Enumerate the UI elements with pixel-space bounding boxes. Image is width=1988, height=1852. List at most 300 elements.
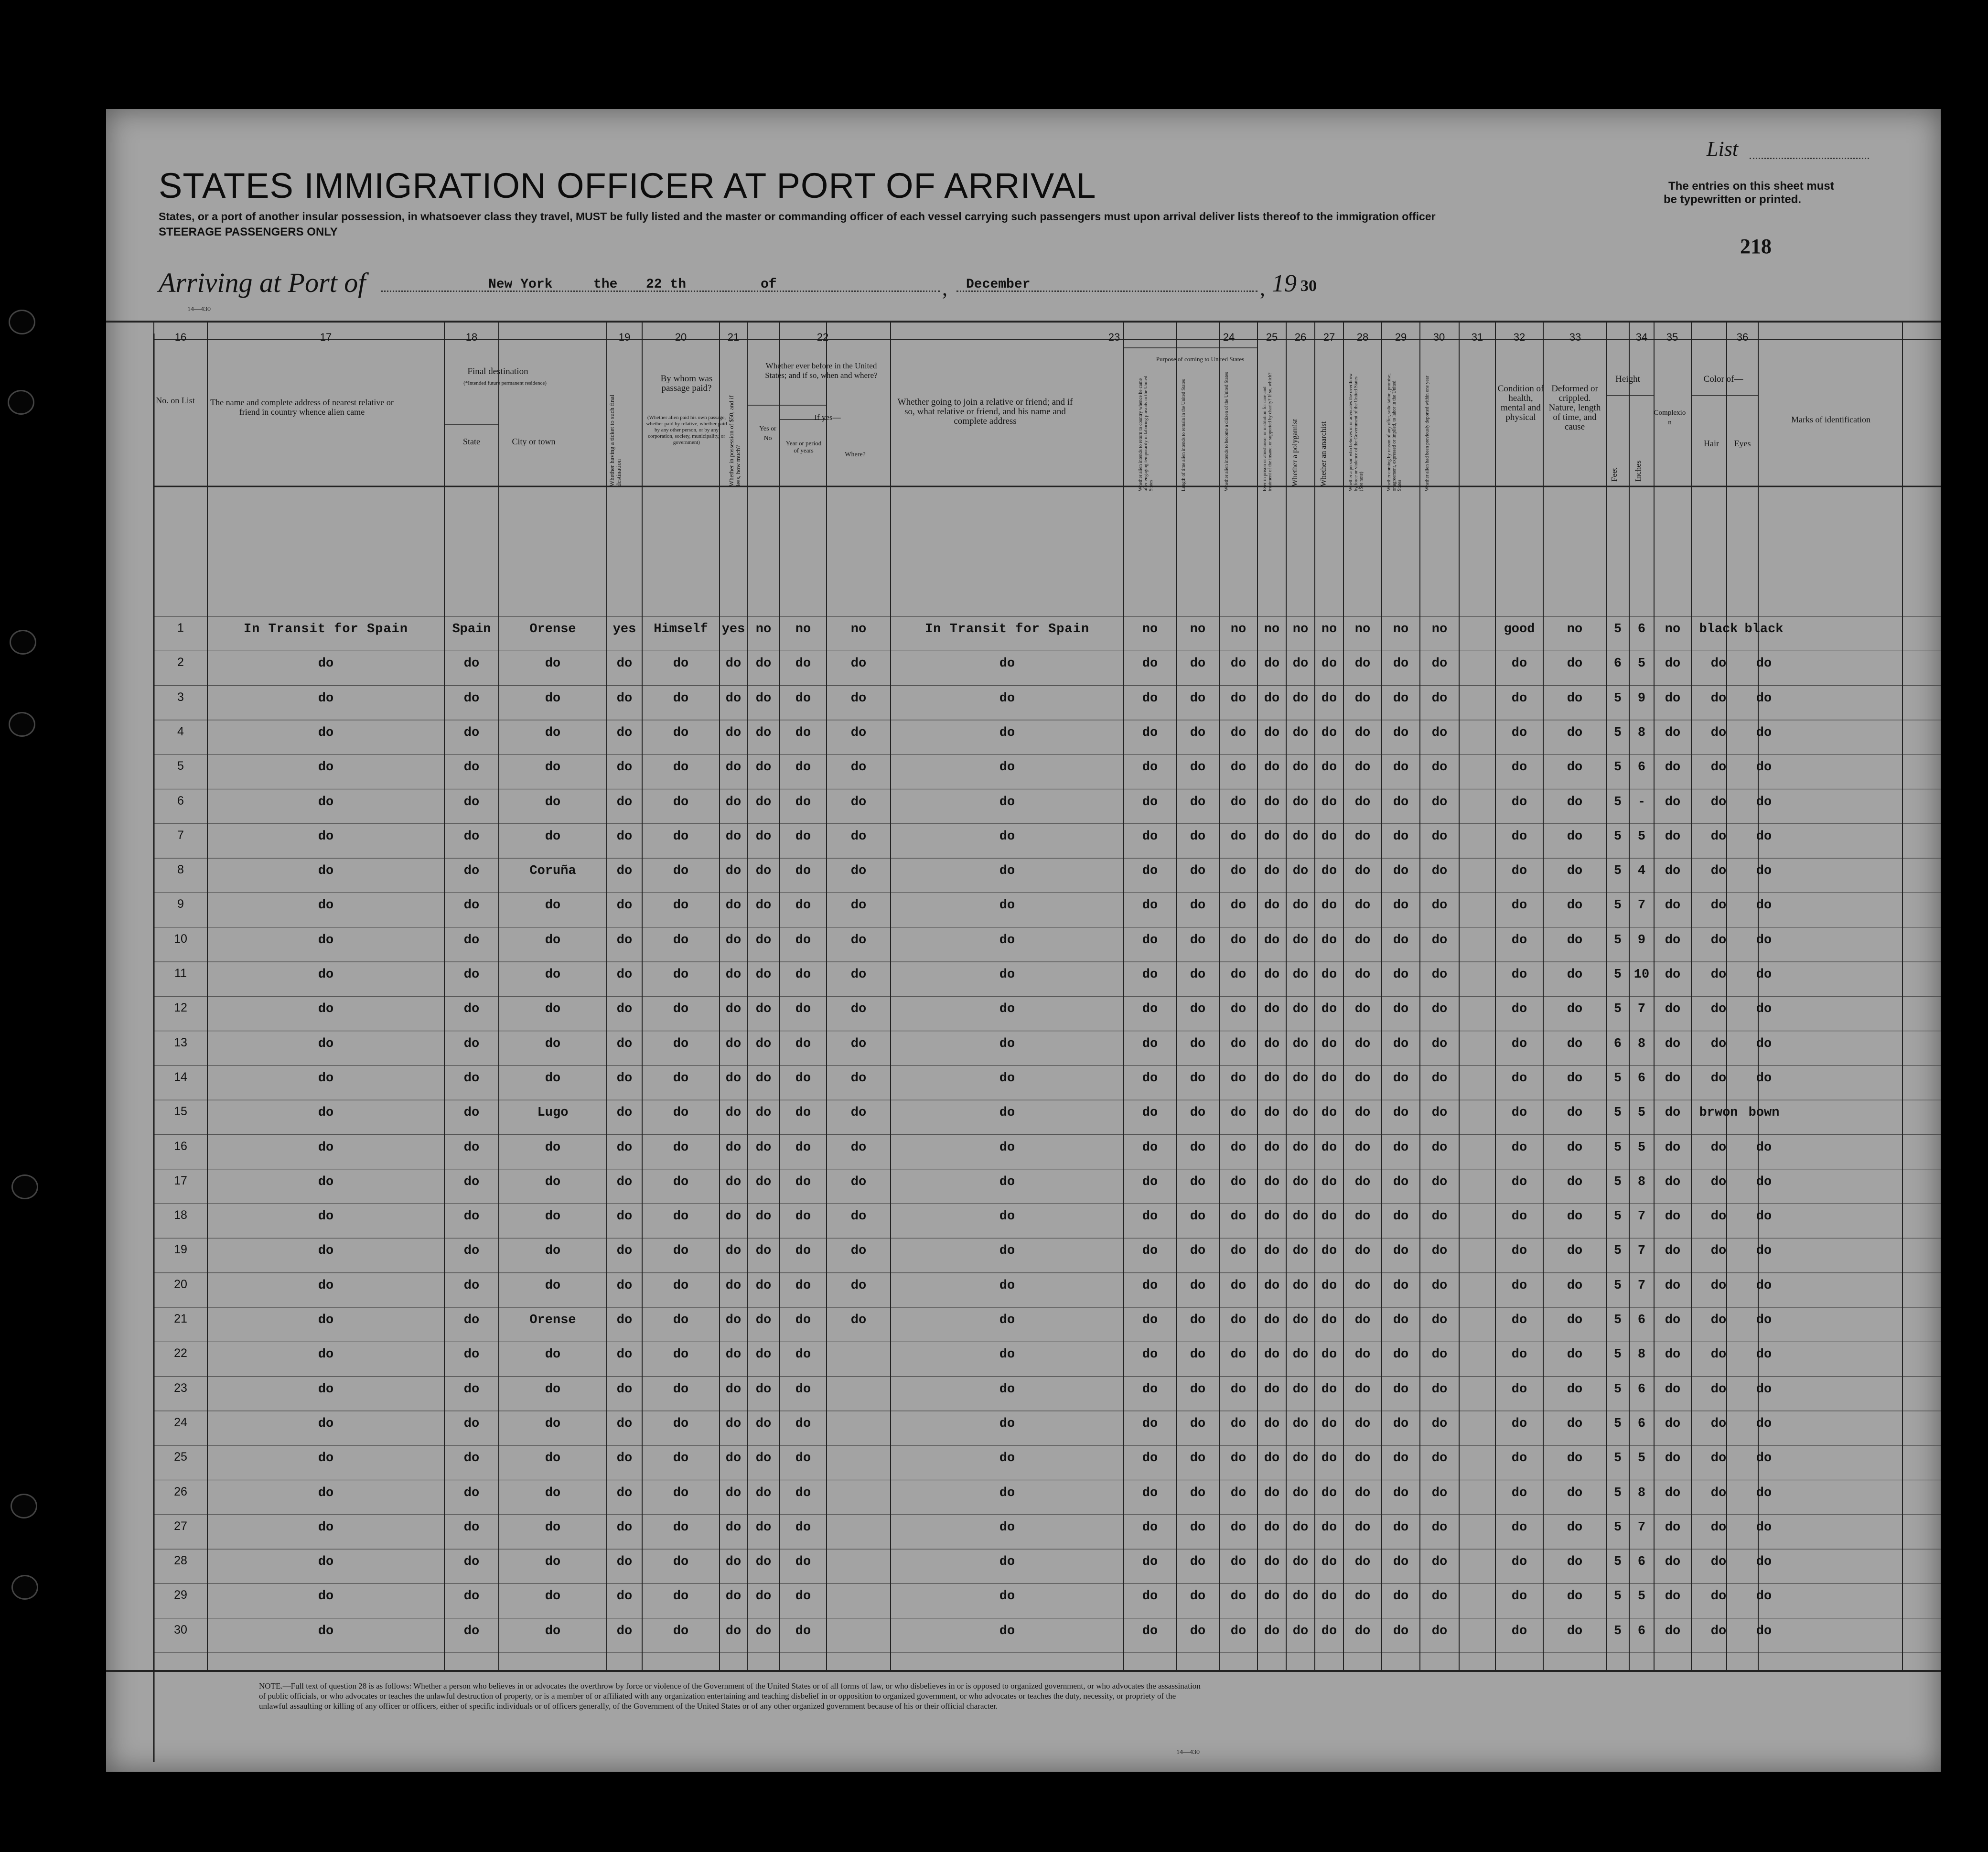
- cell-c29: do: [1393, 968, 1409, 982]
- cell-c19: do: [616, 760, 633, 775]
- cell-c30: do: [1431, 1624, 1448, 1638]
- cell-c23: do: [999, 1555, 1015, 1570]
- cell-c29: do: [1393, 795, 1409, 809]
- cell-c34: do: [1665, 725, 1681, 740]
- cell-c22a: do: [755, 1209, 772, 1224]
- cell-inches: 6: [1637, 760, 1646, 775]
- cell-c22a: do: [755, 1624, 772, 1638]
- cell-c22a: no: [755, 622, 772, 636]
- cell-c23: do: [999, 1140, 1015, 1155]
- cell-c30: do: [1431, 1520, 1448, 1535]
- cell-c21: do: [725, 760, 741, 775]
- cell-c24c: do: [1230, 1451, 1247, 1466]
- cell-c29: do: [1393, 898, 1409, 913]
- cell-c32: do: [1567, 1624, 1583, 1638]
- cell-eyes: do: [1756, 1416, 1772, 1431]
- cell-c25: do: [1264, 898, 1280, 913]
- header-col-19: Whether having a ticket to such final destination: [608, 394, 622, 486]
- cell-c24a: do: [1142, 1244, 1158, 1259]
- cell-c34: do: [1665, 1071, 1681, 1086]
- cell-inches: 7: [1637, 1209, 1646, 1224]
- cell-c22b: do: [795, 1278, 811, 1293]
- cell-c29: do: [1393, 1589, 1409, 1604]
- cell-c20: do: [673, 1555, 689, 1570]
- cell-c24b: do: [1190, 1416, 1206, 1431]
- cell-c20: do: [673, 1589, 689, 1604]
- cell-c27: do: [1321, 829, 1337, 844]
- cell-c19: do: [616, 1174, 633, 1189]
- cell-state: do: [463, 864, 480, 879]
- cell-c32: do: [1567, 1486, 1583, 1500]
- cell-c24c: do: [1230, 1036, 1247, 1051]
- cell-feet: 5: [1613, 1589, 1622, 1604]
- cell-c30: do: [1431, 657, 1448, 671]
- cell-c26: do: [1292, 1244, 1309, 1259]
- cell-c34: do: [1665, 691, 1681, 706]
- cell-c32: do: [1567, 898, 1583, 913]
- cell-c17: do: [318, 1278, 334, 1293]
- cell-c32: do: [1567, 1382, 1583, 1397]
- cell-c27: do: [1321, 1589, 1337, 1604]
- cell-c20: do: [673, 1313, 689, 1327]
- cell-eyes: do: [1756, 898, 1772, 913]
- cell-eyes: do: [1756, 1209, 1772, 1224]
- cell-c26: do: [1292, 968, 1309, 982]
- punch-hole: [8, 390, 34, 415]
- cell-c22a: do: [755, 1486, 772, 1500]
- cell-c24b: do: [1190, 1209, 1206, 1224]
- year-printed: 19: [1272, 270, 1297, 297]
- cell-inches: 8: [1637, 725, 1646, 740]
- cell-c17: do: [318, 691, 334, 706]
- cell-c19: do: [616, 691, 633, 706]
- cell-c26: do: [1292, 691, 1309, 706]
- cell-c21: do: [725, 1244, 741, 1259]
- cell-c24a: do: [1142, 1589, 1158, 1604]
- cell-c28: do: [1354, 829, 1371, 844]
- cell-state: do: [463, 1416, 480, 1431]
- cell-c32: do: [1567, 829, 1583, 844]
- cell-c27: do: [1321, 1209, 1337, 1224]
- cell-c17: do: [318, 1313, 334, 1327]
- cell-c17: do: [318, 968, 334, 982]
- subtitle-line-1: States, or a port of another insular possession, in whatsoever class they travel, MUST be fully listed and the master or commanding officer of each vessel carrying such passengers must upon arrival deliver lists thereof to the immigration officer: [159, 210, 1436, 223]
- cell-c23: do: [999, 1278, 1015, 1293]
- cell-c22b: do: [795, 1555, 811, 1570]
- header-color-of: Color of—: [1703, 374, 1743, 384]
- cell-c29: do: [1393, 1416, 1409, 1431]
- cell-c32: do: [1567, 1313, 1583, 1327]
- cell-c25: do: [1264, 1555, 1280, 1570]
- cell-c17: do: [318, 795, 334, 809]
- cell-hair: do: [1710, 1416, 1727, 1431]
- cell-c17: do: [318, 864, 334, 879]
- cell-state: do: [463, 795, 480, 809]
- cell-c34: do: [1665, 864, 1681, 879]
- cell-c20: do: [673, 829, 689, 844]
- cell-c22b: do: [795, 1002, 811, 1017]
- cell-eyes: black: [1744, 622, 1784, 636]
- cell-hair: do: [1710, 795, 1727, 809]
- cell-c22a: do: [755, 795, 772, 809]
- cell-c24c: do: [1230, 968, 1247, 982]
- cell-c29: do: [1393, 1244, 1409, 1259]
- cell-c22a: do: [755, 1313, 772, 1327]
- cell-c24c: do: [1230, 864, 1247, 879]
- cell-c31: do: [1511, 657, 1527, 671]
- column-number: 26: [1294, 331, 1307, 343]
- cell-c28: do: [1354, 1520, 1371, 1535]
- cell-c22a: do: [755, 1555, 772, 1570]
- cell-hair: do: [1710, 829, 1727, 844]
- cell-c26: do: [1292, 933, 1309, 948]
- form-code-top: 14—430: [187, 306, 211, 313]
- cell-c24b: do: [1190, 1278, 1206, 1293]
- cell-c19: do: [616, 1036, 633, 1051]
- cell-c23: do: [999, 1209, 1015, 1224]
- cell-c17: do: [318, 725, 334, 740]
- cell-c21: do: [725, 691, 741, 706]
- cell-c34: do: [1665, 795, 1681, 809]
- cell-c24b: do: [1190, 1520, 1206, 1535]
- cell-hair: do: [1710, 1624, 1727, 1638]
- row-number: 14: [174, 1070, 187, 1084]
- cell-c22b: do: [795, 1313, 811, 1327]
- row-number: 26: [174, 1485, 187, 1498]
- cell-c20: do: [673, 657, 689, 671]
- cell-c22a: do: [755, 1382, 772, 1397]
- cell-c28: do: [1354, 1555, 1371, 1570]
- cell-c22a: do: [755, 1244, 772, 1259]
- cell-c22b: do: [795, 968, 811, 982]
- cell-c32: do: [1567, 1451, 1583, 1466]
- row-number: 15: [174, 1105, 187, 1119]
- cell-inches: 6: [1637, 1382, 1646, 1397]
- cell-hair: do: [1710, 1451, 1727, 1466]
- cell-c32: do: [1567, 968, 1583, 982]
- header-col-27: Whether an anarchist: [1320, 421, 1328, 486]
- cell-c26: do: [1292, 898, 1309, 913]
- cell-c22b: do: [795, 1140, 811, 1155]
- cell-c31: do: [1511, 829, 1527, 844]
- cell-hair: do: [1710, 898, 1727, 913]
- column-number: 36: [1736, 331, 1749, 343]
- cell-c32: do: [1567, 1278, 1583, 1293]
- cell-c28: do: [1354, 898, 1371, 913]
- cell-c28: do: [1354, 760, 1371, 775]
- cell-c28: do: [1354, 1451, 1371, 1466]
- cell-hair: black: [1699, 622, 1738, 636]
- cell-c34: do: [1665, 1382, 1681, 1397]
- cell-c32: do: [1567, 864, 1583, 879]
- cell-c26: do: [1292, 1002, 1309, 1017]
- cell-hair: brwon: [1699, 1106, 1738, 1120]
- cell-c30: do: [1431, 1209, 1448, 1224]
- form-code: 14—430: [1176, 1749, 1200, 1756]
- cell-c28: do: [1354, 1382, 1371, 1397]
- cell-c25: do: [1264, 829, 1280, 844]
- cell-c22c: do: [850, 968, 867, 982]
- cell-c26: do: [1292, 1174, 1309, 1189]
- cell-c21: do: [725, 657, 741, 671]
- cell-c19: do: [616, 1347, 633, 1362]
- cell-hair: do: [1710, 933, 1727, 948]
- cell-c24a: do: [1142, 1486, 1158, 1500]
- punch-hole: [10, 630, 36, 655]
- cell-c19: do: [616, 864, 633, 879]
- cell-inches: 10: [1633, 968, 1650, 982]
- cell-state: do: [463, 1624, 480, 1638]
- cell-c22b: do: [795, 1209, 811, 1224]
- cell-c22b: do: [795, 1624, 811, 1638]
- cell-c29: do: [1393, 1624, 1409, 1638]
- punch-hole: [11, 1494, 37, 1518]
- cell-c23: do: [999, 1451, 1015, 1466]
- cell-c28: do: [1354, 968, 1371, 982]
- cell-c29: do: [1393, 829, 1409, 844]
- cell-c20: do: [673, 864, 689, 879]
- cell-state: do: [463, 1451, 480, 1466]
- cell-c24c: no: [1230, 622, 1247, 636]
- cell-c24b: do: [1190, 657, 1206, 671]
- header-hair: Hair: [1704, 439, 1719, 448]
- page-number: 218: [1740, 235, 1772, 258]
- cell-state: do: [463, 1071, 480, 1086]
- cell-c28: do: [1354, 1106, 1371, 1120]
- cell-c19: do: [616, 1278, 633, 1293]
- cell-c21: do: [725, 1278, 741, 1293]
- cell-city: do: [545, 760, 561, 775]
- cell-state: do: [463, 1140, 480, 1155]
- cell-feet: 5: [1613, 1002, 1622, 1017]
- cell-state: do: [463, 1278, 480, 1293]
- header-inches: Inches: [1633, 460, 1643, 482]
- cell-c28: do: [1354, 725, 1371, 740]
- cell-c34: do: [1665, 1174, 1681, 1189]
- cell-c32: do: [1567, 1106, 1583, 1120]
- cell-c21: do: [725, 1589, 741, 1604]
- cell-eyes: do: [1756, 795, 1772, 809]
- column-number: 34: [1635, 331, 1648, 343]
- cell-c20: do: [673, 1106, 689, 1120]
- cell-c24b: do: [1190, 1624, 1206, 1638]
- row-number: 19: [174, 1243, 187, 1257]
- column-number: 20: [675, 331, 687, 343]
- cell-c20: do: [673, 1244, 689, 1259]
- cell-c24a: do: [1142, 933, 1158, 948]
- cell-c24b: do: [1190, 1313, 1206, 1327]
- cell-c27: do: [1321, 898, 1337, 913]
- header-col-28: Whether a person who believes in or advocates the overthrow by force or violence of the Government of the United States (See note): [1348, 373, 1364, 491]
- cell-hair: do: [1710, 1486, 1727, 1500]
- cell-c32: do: [1567, 1589, 1583, 1604]
- cell-hair: do: [1710, 760, 1727, 775]
- cell-c31: good: [1504, 622, 1535, 636]
- cell-c20: do: [673, 1382, 689, 1397]
- cell-c25: do: [1264, 1209, 1280, 1224]
- cell-c20: do: [673, 1002, 689, 1017]
- cell-c32: do: [1567, 657, 1583, 671]
- cell-c34: do: [1665, 1555, 1681, 1570]
- cell-c21: do: [725, 1002, 741, 1017]
- cell-c30: do: [1431, 1486, 1448, 1500]
- cell-c26: do: [1292, 1624, 1309, 1638]
- cell-c31: do: [1511, 1174, 1527, 1189]
- cell-c29: do: [1393, 657, 1409, 671]
- cell-c27: no: [1321, 622, 1337, 636]
- cell-c31: do: [1511, 1278, 1527, 1293]
- cell-inches: 8: [1637, 1347, 1646, 1362]
- cell-c23: do: [999, 760, 1015, 775]
- cell-c22a: do: [755, 657, 772, 671]
- cell-c19: yes: [613, 622, 636, 636]
- cell-c24c: do: [1230, 933, 1247, 948]
- cell-c31: do: [1511, 1002, 1527, 1017]
- cell-c29: do: [1393, 1520, 1409, 1535]
- entries-note-1: The entries on this sheet must: [1668, 180, 1834, 193]
- header-col-32: Deformed or crippled. Nature, length of time, and cause: [1548, 384, 1601, 432]
- cell-c29: do: [1393, 933, 1409, 948]
- cell-c25: do: [1264, 1278, 1280, 1293]
- cell-c24b: do: [1190, 1174, 1206, 1189]
- cell-c24c: do: [1230, 1244, 1247, 1259]
- cell-c28: do: [1354, 1416, 1371, 1431]
- cell-c24a: do: [1142, 691, 1158, 706]
- cell-c27: do: [1321, 1002, 1337, 1017]
- row-number: 3: [177, 690, 184, 704]
- cell-c17: do: [318, 1140, 334, 1155]
- cell-c31: do: [1511, 1036, 1527, 1051]
- cell-c25: do: [1264, 691, 1280, 706]
- cell-c24a: do: [1142, 864, 1158, 879]
- column-number: 35: [1666, 331, 1678, 343]
- cell-c32: do: [1567, 1140, 1583, 1155]
- cell-hair: do: [1710, 1002, 1727, 1017]
- cell-c34: do: [1665, 1140, 1681, 1155]
- cell-c21: do: [725, 1209, 741, 1224]
- header-col-24c: Whether alien intends to become a citizen of the United States: [1224, 372, 1229, 491]
- cell-c28: do: [1354, 1278, 1371, 1293]
- cell-c32: do: [1567, 691, 1583, 706]
- cell-hair: do: [1710, 1209, 1727, 1224]
- cell-c27: do: [1321, 1624, 1337, 1638]
- header-col-24-group: Purpose of coming to United States: [1156, 355, 1245, 363]
- cell-eyes: do: [1756, 1174, 1772, 1189]
- cell-city: do: [545, 1244, 561, 1259]
- cell-city: do: [545, 1451, 561, 1466]
- cell-city: do: [545, 1486, 561, 1500]
- cell-c30: do: [1431, 1174, 1448, 1189]
- cell-c27: do: [1321, 760, 1337, 775]
- cell-eyes: do: [1756, 1589, 1772, 1604]
- cell-feet: 5: [1613, 1071, 1622, 1086]
- cell-c28: do: [1354, 933, 1371, 948]
- header-final-destination: Final destination: [467, 366, 528, 377]
- column-number: 22: [817, 331, 829, 343]
- cell-c22c: do: [850, 829, 867, 844]
- cell-c22c: do: [850, 691, 867, 706]
- cell-c34: do: [1665, 1520, 1681, 1535]
- cell-c17: do: [318, 1036, 334, 1051]
- header-complexion: Complexion: [1654, 409, 1686, 426]
- header-year: Year or period of years: [785, 440, 822, 454]
- cell-inches: 5: [1637, 1451, 1646, 1466]
- cell-c23: do: [999, 1244, 1015, 1259]
- row-number: 7: [177, 828, 184, 842]
- cell-city: do: [545, 1209, 561, 1224]
- cell-c24c: do: [1230, 657, 1247, 671]
- cell-eyes: do: [1756, 725, 1772, 740]
- cell-c22b: do: [795, 1244, 811, 1259]
- cell-c24a: do: [1142, 968, 1158, 982]
- cell-c34: do: [1665, 1589, 1681, 1604]
- cell-city: do: [545, 1520, 561, 1535]
- cell-c23: do: [999, 691, 1015, 706]
- cell-eyes: do: [1756, 1555, 1772, 1570]
- row-number: 12: [174, 1001, 187, 1015]
- cell-state: do: [463, 691, 480, 706]
- cell-feet: 5: [1613, 1174, 1622, 1189]
- cell-c24c: do: [1230, 1589, 1247, 1604]
- cell-c26: do: [1292, 795, 1309, 809]
- cell-c29: do: [1393, 1451, 1409, 1466]
- cell-c22b: do: [795, 691, 811, 706]
- column-number: 25: [1266, 331, 1278, 343]
- cell-c26: do: [1292, 864, 1309, 879]
- cell-c24a: do: [1142, 725, 1158, 740]
- cell-c24c: do: [1230, 1520, 1247, 1535]
- cell-c21: do: [725, 1555, 741, 1570]
- cell-eyes: do: [1756, 829, 1772, 844]
- cell-state: do: [463, 760, 480, 775]
- page-title: STATES IMMIGRATION OFFICER AT PORT OF ARRIVAL: [159, 166, 1096, 205]
- cell-c31: do: [1511, 1244, 1527, 1259]
- cell-c22a: do: [755, 1589, 772, 1604]
- cell-c22c: do: [850, 657, 867, 671]
- cell-feet: 5: [1613, 1209, 1622, 1224]
- cell-c22a: do: [755, 691, 772, 706]
- cell-c32: do: [1567, 1416, 1583, 1431]
- cell-c21: do: [725, 795, 741, 809]
- header-col-17: The name and complete address of nearest relative or friend in country whence alien came: [210, 398, 394, 417]
- cell-c32: do: [1567, 795, 1583, 809]
- cell-c29: do: [1393, 1313, 1409, 1327]
- cell-c32: do: [1567, 760, 1583, 775]
- cell-inches: -: [1637, 795, 1646, 809]
- cell-c25: do: [1264, 725, 1280, 740]
- cell-c17: do: [318, 1209, 334, 1224]
- cell-c24c: do: [1230, 1106, 1247, 1120]
- cell-c26: do: [1292, 1347, 1309, 1362]
- cell-c24c: do: [1230, 1209, 1247, 1224]
- cell-c21: do: [725, 1036, 741, 1051]
- cell-hair: do: [1710, 1382, 1727, 1397]
- cell-c22a: do: [755, 760, 772, 775]
- cell-state: do: [463, 725, 480, 740]
- cell-c30: do: [1431, 1244, 1448, 1259]
- cell-c22a: do: [755, 1347, 772, 1362]
- cell-city: do: [545, 829, 561, 844]
- cell-c19: do: [616, 725, 633, 740]
- cell-state: do: [463, 1382, 480, 1397]
- row-number: 29: [174, 1588, 187, 1602]
- cell-c24a: do: [1142, 1174, 1158, 1189]
- cell-c22c: do: [850, 1106, 867, 1120]
- cell-c26: do: [1292, 1486, 1309, 1500]
- cell-c24c: do: [1230, 898, 1247, 913]
- cell-c30: do: [1431, 1382, 1448, 1397]
- cell-c17: do: [318, 1416, 334, 1431]
